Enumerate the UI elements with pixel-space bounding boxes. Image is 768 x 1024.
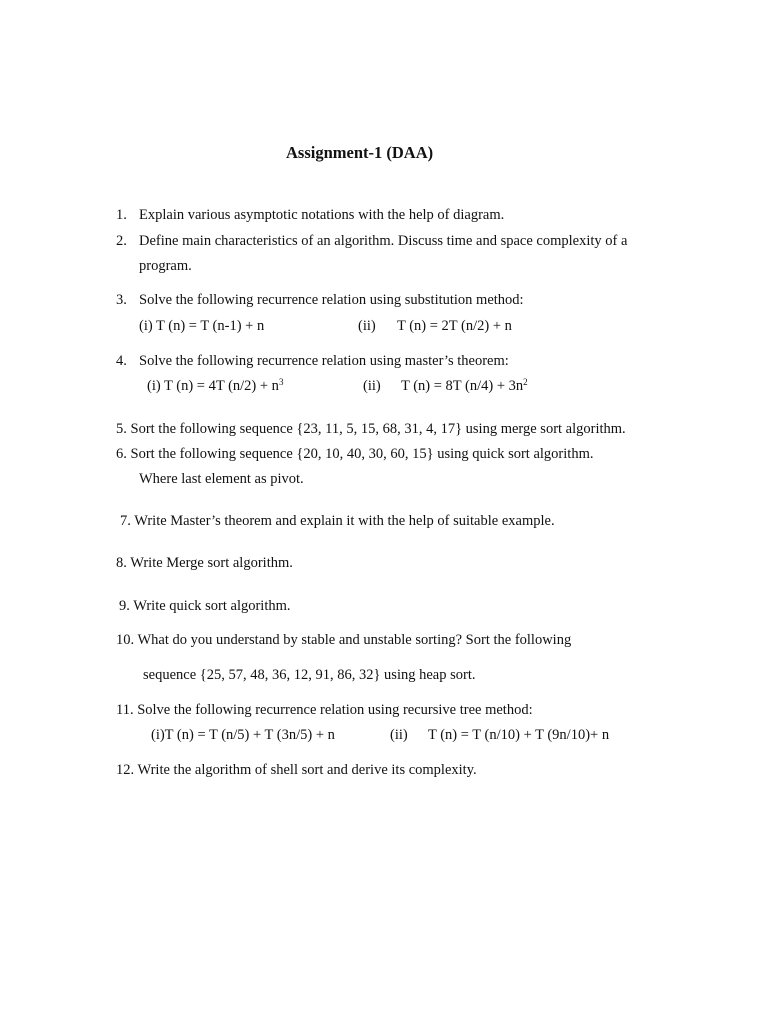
page-title: Assignment-1 (DAA) — [286, 143, 434, 162]
q9-text: 9. Write quick sort algorithm. — [119, 598, 291, 614]
q11-part2-equation: T (n) = T (n/10) + T (9n/10)+ n — [428, 727, 610, 743]
q8-text: 8. Write Merge sort algorithm. — [116, 555, 293, 571]
q10-text-line1: 10. What do you understand by stable and unstable sorting? Sort the following — [116, 632, 572, 648]
q7-text: 7. Write Master’s theorem and explain it with the help of suitable example. — [120, 513, 555, 529]
q4-part1 — [147, 379, 283, 394]
q2-number: 2. — [116, 233, 127, 249]
q4-part2 — [401, 379, 528, 394]
q4-number: 4. — [116, 353, 127, 369]
q11-part1: (i)T (n) = T (n/5) + T (3n/5) + n — [151, 727, 335, 743]
q3-number: 3. — [116, 292, 127, 308]
q6-text-line1: 6. Sort the following sequence {20, 10, 40, 30, 60, 15} using quick sort algorithm. — [116, 446, 594, 462]
q4-part1-exponent: 3 — [278, 377, 284, 387]
q4-part1-equation: (i) T (n) = 4T (n/2) + n — [147, 378, 279, 394]
q3-part2-label: (ii) — [358, 318, 376, 334]
q1-text: Explain various asymptotic notations with the help of diagram. — [139, 207, 505, 223]
q11-part2-label: (ii) — [390, 727, 408, 743]
q5-text: 5. Sort the following sequence {23, 11, 5, 15, 68, 31, 4, 17} using merge sort algorithm. — [116, 421, 626, 437]
q3-text: Solve the following recurrence relation using substitution method: — [139, 292, 524, 308]
q3-part2-equation: T (n) = 2T (n/2) + n — [397, 318, 512, 334]
q11-text: 11. Solve the following recurrence relation using recursive tree method: — [116, 702, 533, 718]
q4-text: Solve the following recurrence relation using master’s theorem: — [139, 353, 509, 369]
q4-part2-exponent: 2 — [523, 377, 528, 387]
q2-text-line1: Define main characteristics of an algorithm. Discuss time and space complexity of a — [139, 233, 628, 249]
q4-part2-label: (ii) — [363, 378, 381, 394]
q10-text-line2: sequence {25, 57, 48, 36, 12, 91, 86, 32} using heap sort. — [143, 667, 476, 683]
q12-text: 12. Write the algorithm of shell sort and derive its complexity. — [116, 762, 477, 778]
q6-text-line2: Where last element as pivot. — [139, 471, 304, 487]
q2-text-line2: program. — [139, 258, 192, 274]
q4-part2-equation: T (n) = 8T (n/4) + 3n — [401, 378, 524, 394]
q3-part1: (i) T (n) = T (n-1) + n — [139, 318, 265, 334]
q1-number: 1. — [116, 207, 127, 223]
